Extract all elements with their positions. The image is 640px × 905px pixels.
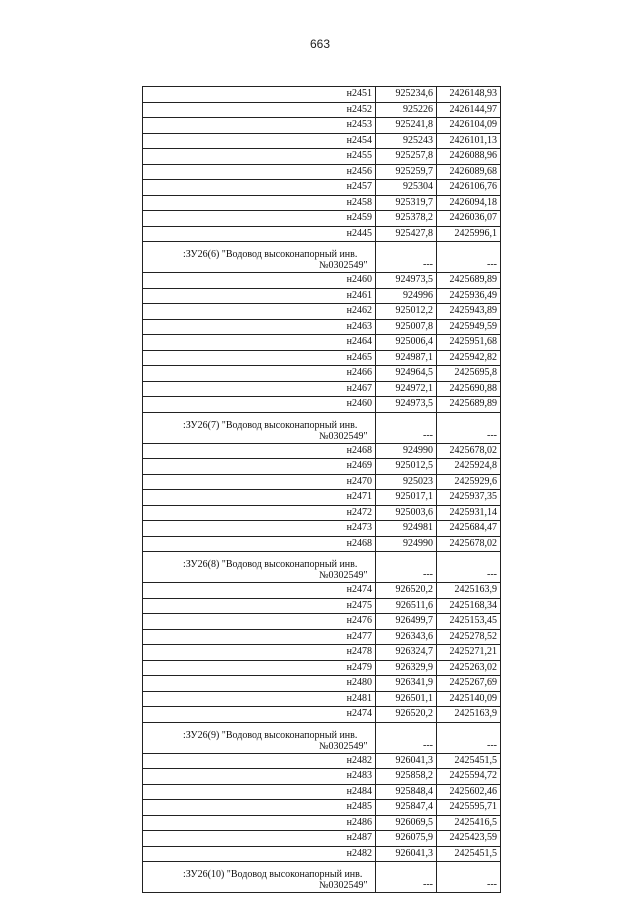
y-coordinate-cell: 2425602,46	[437, 784, 501, 800]
table-row	[143, 676, 501, 692]
point-id-cell: н2465	[143, 350, 376, 366]
y-coordinate-cell: 2426094,18	[437, 195, 501, 211]
y-coordinate-cell: 2425937,35	[437, 490, 501, 506]
x-coordinate-cell: 926075,9	[376, 831, 437, 847]
y-coordinate-cell: 2425690,88	[437, 381, 501, 397]
point-id-cell: н2473	[143, 521, 376, 537]
point-id-cell: н2471	[143, 490, 376, 506]
point-id-cell: н2463	[143, 319, 376, 335]
y-coordinate-cell: 2426144,97	[437, 102, 501, 118]
y-coordinate-cell: 2426089,68	[437, 164, 501, 180]
x-coordinate-cell: 926341,9	[376, 676, 437, 692]
y-coordinate-cell: 2425451,5	[437, 846, 501, 862]
point-id-cell: н2487	[143, 831, 376, 847]
section-header-row	[143, 412, 501, 443]
table-row	[143, 645, 501, 661]
point-id-cell: н2478	[143, 645, 376, 661]
table-row	[143, 350, 501, 366]
point-id-cell: н2469	[143, 459, 376, 475]
section-title-line1: :ЗУ26(9) "Водовод высоконапорный инв.	[183, 729, 358, 741]
section-header-row	[143, 722, 501, 753]
page-number: 663	[309, 37, 331, 51]
y-coordinate-cell: 2425678,02	[437, 443, 501, 459]
point-id-cell: н2462	[143, 304, 376, 320]
point-id-cell: н2475	[143, 598, 376, 614]
y-coordinate-cell: 2425929,6	[437, 474, 501, 490]
point-id-cell: н2484	[143, 784, 376, 800]
section-title-line1: :ЗУ26(8) "Водовод высоконапорный инв.	[183, 559, 358, 570]
y-coordinate-cell: 2425689,89	[437, 397, 501, 413]
table-row	[143, 195, 501, 211]
section-title	[143, 412, 376, 443]
point-id-cell: н2470	[143, 474, 376, 490]
x-coordinate-cell: 924972,1	[376, 381, 437, 397]
point-id-cell: н2468	[143, 536, 376, 552]
table-row	[143, 753, 501, 769]
point-id-cell: н2460	[143, 397, 376, 413]
point-id-cell: н2467	[143, 381, 376, 397]
y-coordinate-cell: 2425168,34	[437, 598, 501, 614]
section-x-placeholder: ---	[376, 722, 437, 753]
point-id-cell: н2459	[143, 211, 376, 227]
point-id-cell: н2454	[143, 133, 376, 149]
y-coordinate-cell: 2425689,89	[437, 273, 501, 289]
section-x-placeholder: ---	[376, 242, 437, 273]
table-row	[143, 226, 501, 242]
table-row	[143, 660, 501, 676]
x-coordinate-cell: 924990	[376, 443, 437, 459]
section-header-row	[143, 552, 501, 583]
x-coordinate-cell: 926499,7	[376, 614, 437, 630]
x-coordinate-cell: 924987,1	[376, 350, 437, 366]
x-coordinate-cell: 925006,4	[376, 335, 437, 351]
x-coordinate-cell: 926329,9	[376, 660, 437, 676]
point-id-cell: н2456	[143, 164, 376, 180]
y-coordinate-cell: 2425942,82	[437, 350, 501, 366]
point-id-cell: н2458	[143, 195, 376, 211]
y-coordinate-cell: 2425423,59	[437, 831, 501, 847]
section-title-line1: :ЗУ26(6) "Водовод высоконапорный инв.	[183, 249, 358, 260]
table-row	[143, 707, 501, 723]
x-coordinate-cell: 925012,5	[376, 459, 437, 475]
table-row	[143, 304, 501, 320]
table-row	[143, 397, 501, 413]
section-title-line2: №0302549"	[319, 570, 368, 581]
x-coordinate-cell: 925319,7	[376, 195, 437, 211]
section-title-line2: №0302549"	[319, 260, 368, 271]
point-id-cell: н2481	[143, 691, 376, 707]
y-coordinate-cell: 2425678,02	[437, 536, 501, 552]
y-coordinate-cell: 2425996,1	[437, 226, 501, 242]
section-y-placeholder: ---	[437, 862, 501, 893]
x-coordinate-cell: 926343,6	[376, 629, 437, 645]
y-coordinate-cell: 2425278,52	[437, 629, 501, 645]
table-row	[143, 598, 501, 614]
x-coordinate-cell: 924981	[376, 521, 437, 537]
table-row	[143, 691, 501, 707]
y-coordinate-cell: 2425595,71	[437, 800, 501, 816]
table-row	[143, 831, 501, 847]
x-coordinate-cell: 925848,4	[376, 784, 437, 800]
table-row	[143, 288, 501, 304]
point-id-cell: н2457	[143, 180, 376, 196]
x-coordinate-cell: 925243	[376, 133, 437, 149]
table-row	[143, 614, 501, 630]
point-id-cell: н2482	[143, 846, 376, 862]
point-id-cell: н2468	[143, 443, 376, 459]
table-row	[143, 335, 501, 351]
x-coordinate-cell: 926501,1	[376, 691, 437, 707]
point-id-cell: н2477	[143, 629, 376, 645]
y-coordinate-cell: 2426101,13	[437, 133, 501, 149]
section-title	[143, 552, 376, 583]
y-coordinate-cell: 2425153,45	[437, 614, 501, 630]
table-row	[143, 505, 501, 521]
table-row	[143, 474, 501, 490]
section-y-placeholder: ---	[437, 412, 501, 443]
y-coordinate-cell: 2425140,09	[437, 691, 501, 707]
y-coordinate-cell: 2425949,59	[437, 319, 501, 335]
section-title-line2: №0302549"	[319, 740, 368, 752]
table-row	[143, 118, 501, 134]
x-coordinate-cell: 925226	[376, 102, 437, 118]
table-row	[143, 133, 501, 149]
x-coordinate-cell: 925304	[376, 180, 437, 196]
section-title	[143, 862, 376, 893]
point-id-cell: н2474	[143, 583, 376, 599]
x-coordinate-cell: 925378,2	[376, 211, 437, 227]
section-y-placeholder: ---	[437, 242, 501, 273]
table-row	[143, 769, 501, 785]
table-row	[143, 521, 501, 537]
y-coordinate-cell: 2426088,96	[437, 149, 501, 165]
point-id-cell: н2461	[143, 288, 376, 304]
y-coordinate-cell: 2426148,93	[437, 87, 501, 103]
y-coordinate-cell: 2425163,9	[437, 707, 501, 723]
x-coordinate-cell: 926520,2	[376, 583, 437, 599]
point-id-cell: н2460	[143, 273, 376, 289]
point-id-cell: н2445	[143, 226, 376, 242]
section-title-line2: №0302549"	[319, 880, 368, 891]
x-coordinate-cell: 925012,2	[376, 304, 437, 320]
section-title-line1: :ЗУ26(10) "Водовод высоконапорный инв.	[183, 869, 363, 880]
x-coordinate-cell: 926511,6	[376, 598, 437, 614]
table-row	[143, 629, 501, 645]
section-header-row	[143, 242, 501, 273]
table-row	[143, 583, 501, 599]
section-x-placeholder: ---	[376, 412, 437, 443]
table-row	[143, 536, 501, 552]
table-row	[143, 784, 501, 800]
table-row	[143, 87, 501, 103]
x-coordinate-cell: 926520,2	[376, 707, 437, 723]
x-coordinate-cell: 924996	[376, 288, 437, 304]
y-coordinate-cell: 2426106,76	[437, 180, 501, 196]
table-row	[143, 443, 501, 459]
x-coordinate-cell: 925017,1	[376, 490, 437, 506]
section-title-line1: :ЗУ26(7) "Водовод высоконапорный инв.	[183, 419, 358, 431]
point-id-cell: н2453	[143, 118, 376, 134]
y-coordinate-cell: 2425451,5	[437, 753, 501, 769]
y-coordinate-cell: 2425943,89	[437, 304, 501, 320]
section-title	[143, 242, 376, 273]
x-coordinate-cell: 925858,2	[376, 769, 437, 785]
y-coordinate-cell: 2425684,47	[437, 521, 501, 537]
x-coordinate-cell: 925847,4	[376, 800, 437, 816]
y-coordinate-cell: 2426036,07	[437, 211, 501, 227]
section-title	[143, 722, 376, 753]
x-coordinate-cell: 925241,8	[376, 118, 437, 134]
table-row	[143, 490, 501, 506]
point-id-cell: н2476	[143, 614, 376, 630]
x-coordinate-cell: 925259,7	[376, 164, 437, 180]
point-id-cell: н2479	[143, 660, 376, 676]
x-coordinate-cell: 925234,6	[376, 87, 437, 103]
table-row	[143, 366, 501, 382]
table-row	[143, 800, 501, 816]
table-row	[143, 149, 501, 165]
table-row	[143, 815, 501, 831]
point-id-cell: н2483	[143, 769, 376, 785]
y-coordinate-cell: 2425267,69	[437, 676, 501, 692]
table-row	[143, 211, 501, 227]
y-coordinate-cell: 2425695,8	[437, 366, 501, 382]
y-coordinate-cell: 2425951,68	[437, 335, 501, 351]
section-title-line2: №0302549"	[319, 430, 368, 442]
table-row	[143, 381, 501, 397]
point-id-cell: н2474	[143, 707, 376, 723]
coordinates-table	[142, 86, 501, 893]
x-coordinate-cell: 926041,3	[376, 846, 437, 862]
y-coordinate-cell: 2425924,8	[437, 459, 501, 475]
section-y-placeholder: ---	[437, 722, 501, 753]
table-row	[143, 102, 501, 118]
point-id-cell: н2482	[143, 753, 376, 769]
table-row	[143, 273, 501, 289]
table-row	[143, 319, 501, 335]
x-coordinate-cell: 925257,8	[376, 149, 437, 165]
y-coordinate-cell: 2425271,21	[437, 645, 501, 661]
x-coordinate-cell: 926069,5	[376, 815, 437, 831]
point-id-cell: н2466	[143, 366, 376, 382]
x-coordinate-cell: 925427,8	[376, 226, 437, 242]
table-row	[143, 459, 501, 475]
point-id-cell: н2451	[143, 87, 376, 103]
x-coordinate-cell: 925003,6	[376, 505, 437, 521]
y-coordinate-cell: 2425931,14	[437, 505, 501, 521]
y-coordinate-cell: 2425594,72	[437, 769, 501, 785]
table-row	[143, 164, 501, 180]
point-id-cell: н2480	[143, 676, 376, 692]
section-y-placeholder: ---	[437, 552, 501, 583]
point-id-cell: н2455	[143, 149, 376, 165]
x-coordinate-cell: 924990	[376, 536, 437, 552]
x-coordinate-cell: 924973,5	[376, 397, 437, 413]
section-header-row	[143, 862, 501, 893]
x-coordinate-cell: 926041,3	[376, 753, 437, 769]
point-id-cell: н2472	[143, 505, 376, 521]
section-x-placeholder: ---	[376, 862, 437, 893]
point-id-cell: н2464	[143, 335, 376, 351]
coordinates-table-body	[143, 87, 501, 893]
y-coordinate-cell: 2425416,5	[437, 815, 501, 831]
x-coordinate-cell: 925023	[376, 474, 437, 490]
point-id-cell: н2486	[143, 815, 376, 831]
x-coordinate-cell: 924973,5	[376, 273, 437, 289]
point-id-cell: н2485	[143, 800, 376, 816]
x-coordinate-cell: 926324,7	[376, 645, 437, 661]
point-id-cell: н2452	[143, 102, 376, 118]
y-coordinate-cell: 2425263,02	[437, 660, 501, 676]
table-row	[143, 180, 501, 196]
x-coordinate-cell: 924964,5	[376, 366, 437, 382]
y-coordinate-cell: 2426104,09	[437, 118, 501, 134]
x-coordinate-cell: 925007,8	[376, 319, 437, 335]
table-row	[143, 846, 501, 862]
y-coordinate-cell: 2425936,49	[437, 288, 501, 304]
y-coordinate-cell: 2425163,9	[437, 583, 501, 599]
section-x-placeholder: ---	[376, 552, 437, 583]
